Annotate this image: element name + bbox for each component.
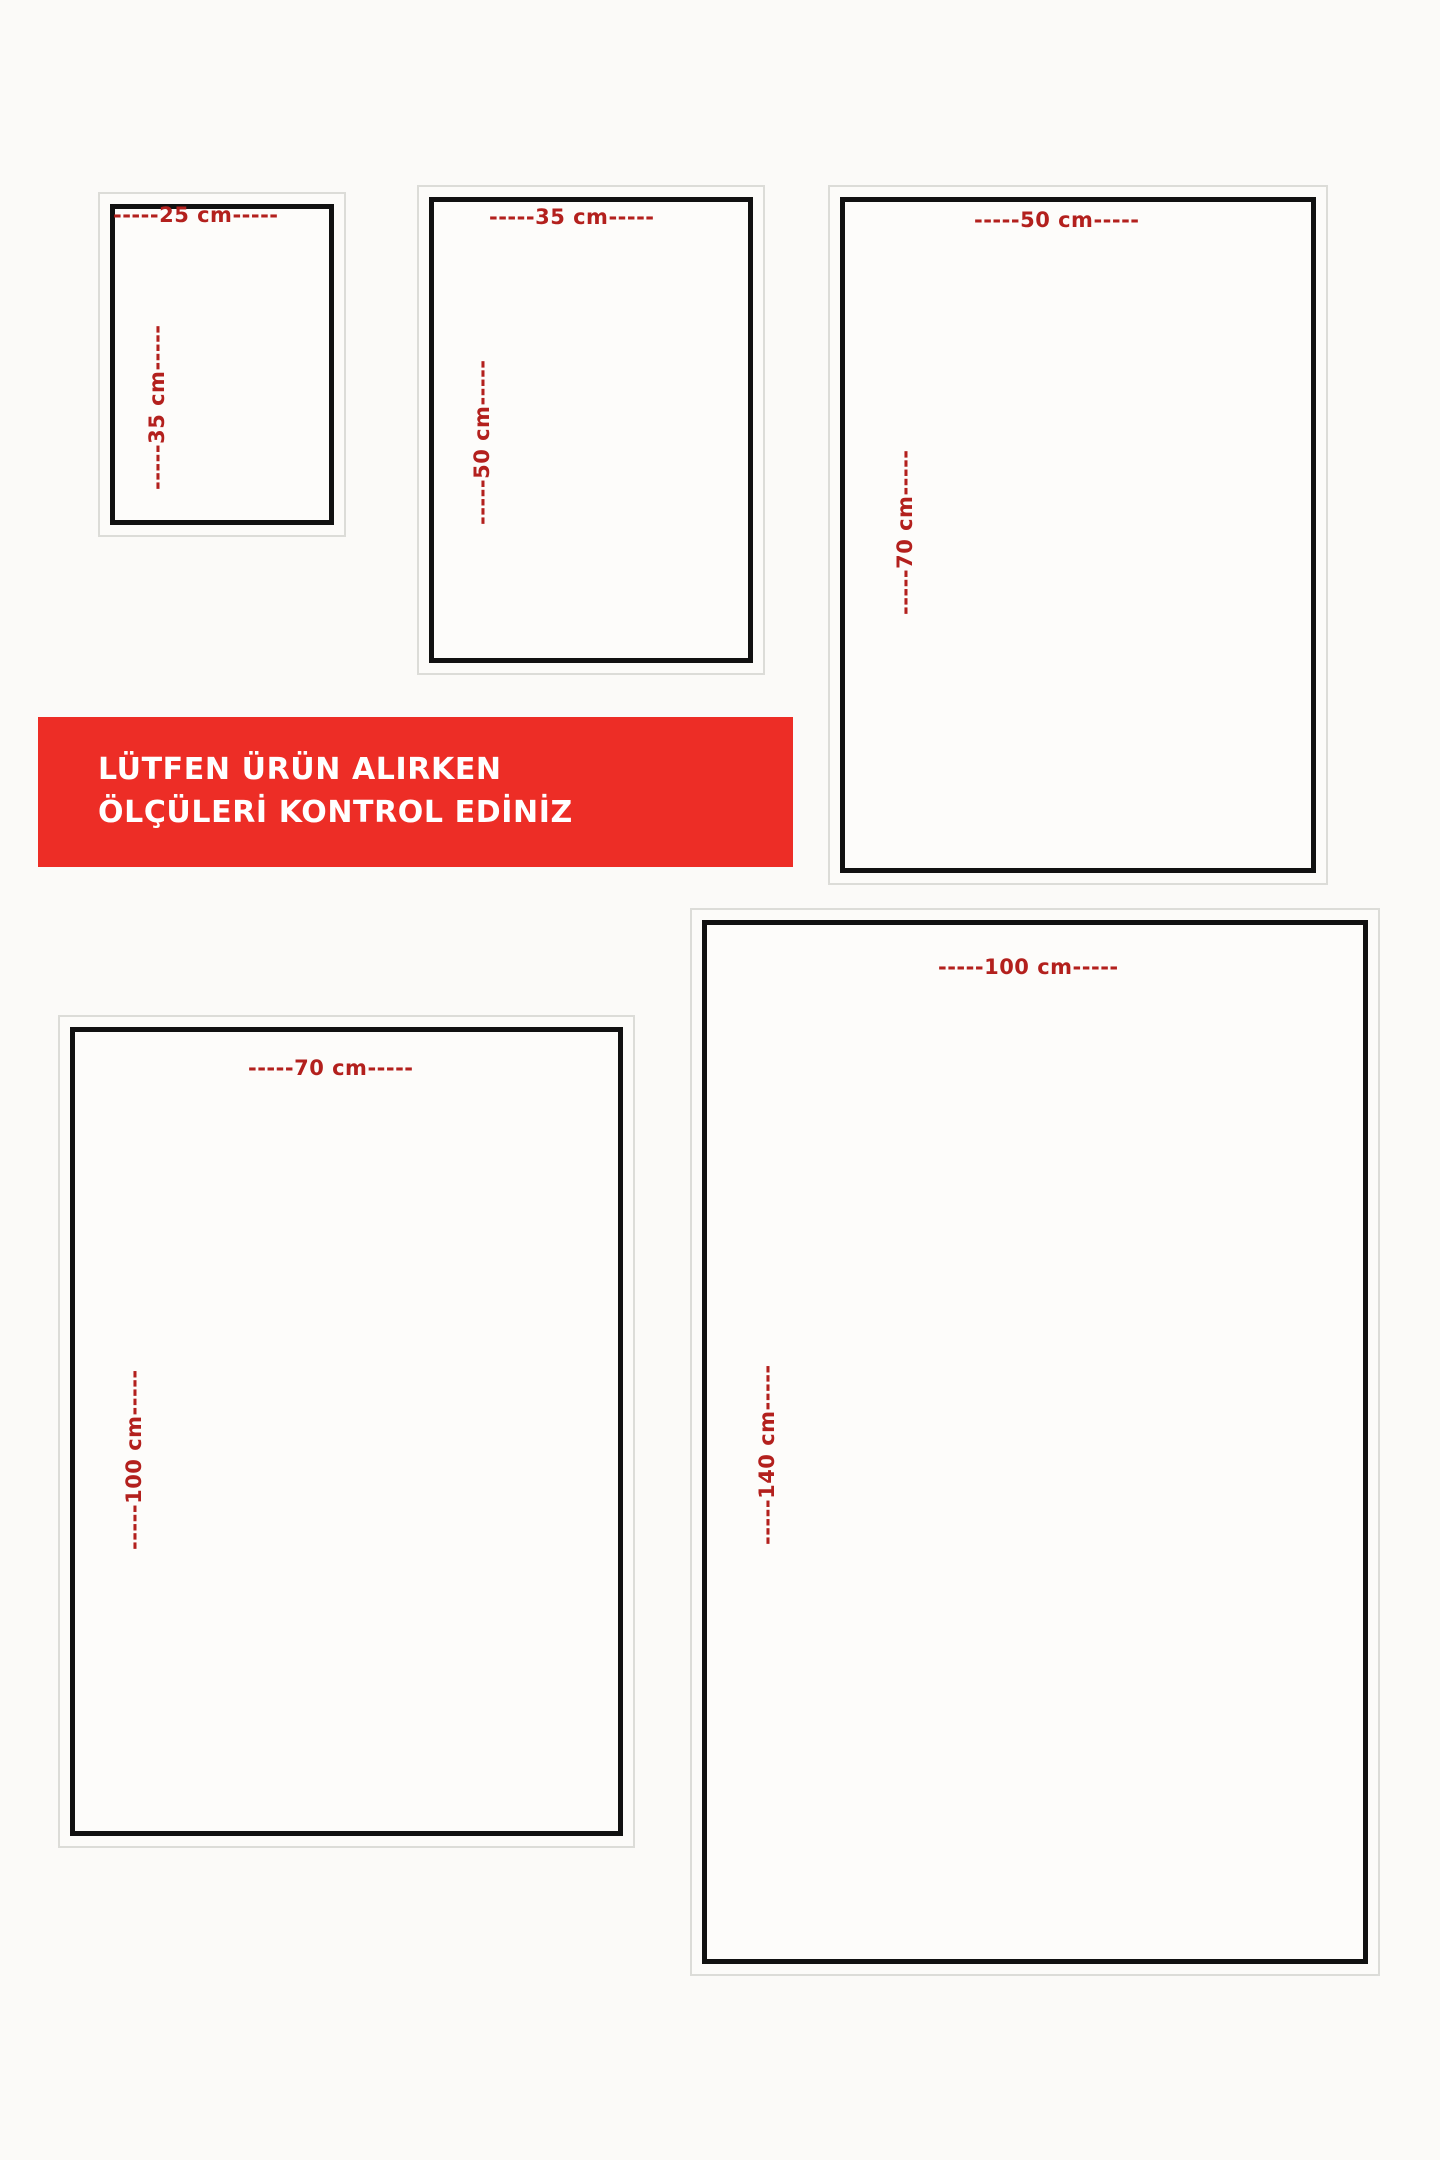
frame-35x50-width-label: -----35 cm-----: [489, 205, 655, 229]
frame-50x70-width-label: -----50 cm-----: [974, 208, 1140, 232]
warning-line-1: LÜTFEN ÜRÜN ALIRKEN: [98, 752, 502, 788]
warning-banner: [38, 717, 793, 867]
frame-25x35-width-label: -----25 cm-----: [113, 203, 279, 227]
frame-25x35: [98, 192, 346, 537]
warning-line-2: ÖLÇÜLERİ KONTROL EDİNİZ: [98, 795, 573, 830]
frame-100x140: [690, 908, 1380, 1976]
frame-100x140-width-label: -----100 cm-----: [938, 955, 1119, 979]
frame-70x100-inner: [70, 1027, 623, 1836]
frame-50x70-height-label: -----70 cm-----: [893, 449, 917, 615]
frame-70x100-height-label: -----100 cm-----: [122, 1369, 146, 1550]
frame-25x35-height-label: -----35 cm-----: [145, 324, 169, 490]
frame-25x35-inner: [110, 204, 334, 525]
frame-35x50-height-label: -----50 cm-----: [470, 359, 494, 525]
frame-70x100-width-label: -----70 cm-----: [248, 1056, 414, 1080]
frame-100x140-inner: [702, 920, 1368, 1964]
frame-100x140-height-label: -----140 cm-----: [755, 1364, 779, 1545]
